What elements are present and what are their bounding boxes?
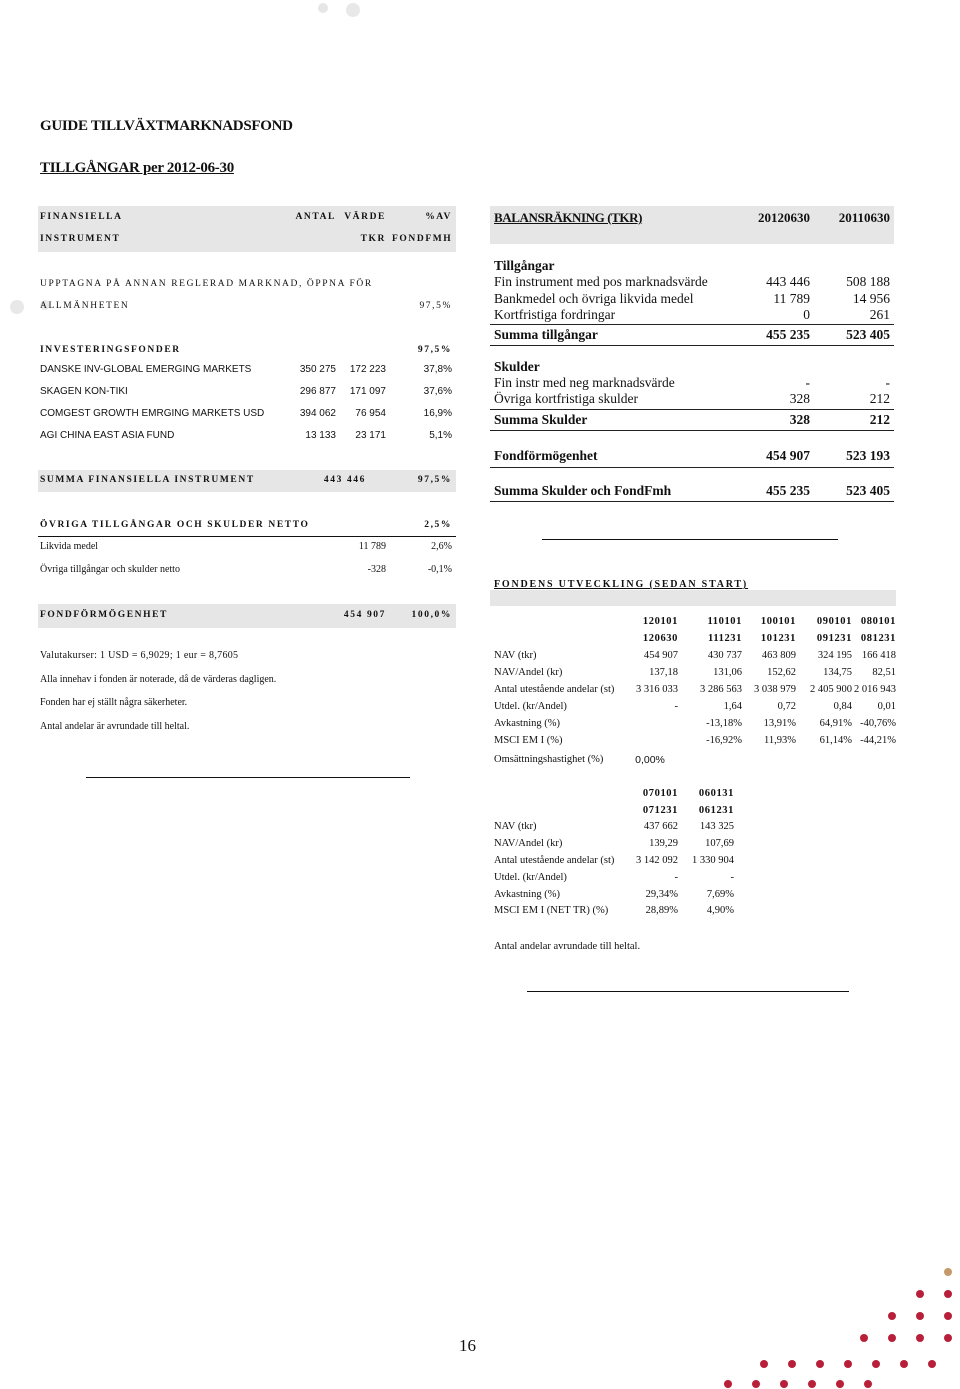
dev-cell: 3 142 092	[636, 855, 678, 866]
dev-row-label: Avkastning (%)	[494, 889, 560, 900]
grand-total-v1: 455 235	[766, 483, 810, 498]
dev-row	[490, 716, 896, 732]
turnover-value: 0,00%	[635, 754, 665, 766]
dev-cell: 166 418	[861, 650, 896, 661]
dev-heading: FONDENS UTVECKLING (SEDAN START)	[494, 579, 749, 590]
dev-cell: 3 038 979	[754, 684, 796, 695]
other-row-pct: 2,6%	[431, 541, 452, 552]
other-row	[38, 564, 456, 582]
dev-row-label: MSCI EM I (%)	[494, 735, 563, 746]
holding-varde: 23 171	[355, 430, 386, 441]
dev-cell: -13,18%	[706, 718, 742, 729]
dev-col-from: 100101	[760, 616, 796, 627]
assets-subtitle: TILLGÅNGAR per 2012-06-30	[40, 160, 234, 176]
dev-cell: 7,69%	[706, 889, 734, 900]
liabilities-heading: Skulder	[494, 359, 540, 374]
dev-cell: 3 316 033	[636, 684, 678, 695]
asset-v2: 508 188	[846, 274, 890, 289]
dev-col-from: 110101	[707, 616, 742, 627]
other-heading: ÖVRIGA TILLGÅNGAR OCH SKULDER NETTO	[40, 520, 310, 530]
dev-col-to: 071231	[642, 805, 678, 816]
dev-col-from: 070101	[642, 788, 678, 799]
assets-rule	[490, 324, 894, 325]
dev-footnote: Antal andelar avrundade till heltal.	[494, 941, 641, 952]
dev-cell: 137,18	[649, 667, 678, 678]
dev-row	[490, 836, 896, 852]
dev-col-to: 091231	[816, 633, 852, 644]
dev-cell: 11,93%	[764, 735, 796, 746]
dev-cell: 430 737	[707, 650, 742, 661]
liability-label: Övriga kortfristiga skulder	[494, 391, 638, 406]
assets-total-v2: 523 405	[846, 327, 890, 342]
asset-row	[494, 291, 892, 307]
liab-total-row	[494, 412, 892, 428]
right-footer-line	[527, 991, 849, 992]
dev-cell: 0,84	[833, 701, 852, 712]
page-title: GUIDE TILLVÄXTMARKNADSFOND	[40, 118, 293, 134]
asset-v1: 443 446	[766, 274, 810, 289]
dev-cell: 134,75	[823, 667, 852, 678]
equity-v2: 523 193	[846, 448, 890, 463]
assets-heading: Tillgångar	[494, 258, 555, 273]
holding-row	[38, 408, 456, 426]
liab-total-label: Summa Skulder	[494, 412, 588, 427]
dev-cell: 4,90%	[706, 905, 734, 916]
dev-row-label: Utdel. (kr/Andel)	[494, 872, 567, 883]
dev-cell: 1,64	[723, 701, 742, 712]
holding-antal: 13 133	[305, 430, 336, 441]
dev-cell: 152,62	[767, 667, 796, 678]
other-row-label: Övriga tillgångar och skulder netto	[40, 564, 180, 575]
dev-row-label: NAV (tkr)	[494, 650, 537, 661]
dev-col-from: 120101	[642, 616, 678, 627]
page-number: 16	[459, 1336, 476, 1355]
assets-total-label: Summa tillgångar	[494, 327, 598, 342]
balance-title: BALANSRÄKNING (TKR)	[494, 210, 643, 225]
other-row-value: -328	[367, 564, 386, 575]
liab-total-v1: 328	[789, 412, 810, 427]
holding-varde: 171 097	[349, 386, 386, 397]
dev-cell: 3 286 563	[700, 684, 742, 695]
total-pct: 97,5%	[417, 475, 452, 485]
dev-cell: 13,91%	[763, 718, 796, 729]
asset-label: Kortfristiga fordringar	[494, 307, 616, 322]
dev-col-to: 111231	[708, 633, 742, 644]
dev-cell: -44,21%	[860, 735, 896, 746]
equity-v1: 454 907	[766, 448, 810, 463]
assets-total-rule	[490, 345, 894, 346]
dev-row	[490, 853, 896, 869]
other-heading-pct: 2,5%	[424, 520, 452, 530]
holding-name: SKAGEN KON-TIKI	[40, 386, 128, 397]
dev-row-label: Avkastning (%)	[494, 718, 560, 729]
holding-row	[38, 430, 456, 448]
other-row-pct: -0,1%	[427, 564, 452, 575]
right-mid-line	[542, 539, 838, 540]
dev-row-label: NAV/Andel (kr)	[494, 667, 563, 678]
dev-cell: 139,29	[649, 838, 678, 849]
col-antal-label: ANTAL	[295, 212, 336, 222]
liability-v2: -	[885, 375, 890, 390]
note-currency: Valutakurser: 1 USD = 6,9029; 1 eur = 8,7605	[40, 650, 239, 661]
dev-cell: -	[674, 701, 678, 712]
grand-total-v2: 523 405	[846, 483, 890, 498]
liab-total-rule	[490, 430, 894, 431]
dev-col-from: 060131	[698, 788, 734, 799]
dev-cell: -	[730, 872, 734, 883]
total-value: 443 446	[323, 475, 366, 485]
liability-row	[494, 391, 892, 407]
turnover-label: Omsättningshastighet (%)	[494, 754, 604, 765]
col-financial-label: FINANSIELLA	[40, 212, 123, 222]
equity-rule	[490, 467, 894, 468]
asset-row	[494, 274, 892, 290]
dev-cell: -	[674, 872, 678, 883]
fund-total-value: 454 907	[343, 610, 386, 620]
section-pct: 97,5%	[419, 301, 452, 311]
dev-col-from: 090101	[816, 616, 852, 627]
asset-label: Bankmedel och övriga likvida medel	[494, 291, 694, 306]
equity-label: Fondförmögenhet	[494, 448, 598, 463]
grand-total-label: Summa Skulder och FondFmh	[494, 483, 672, 498]
dev-cell: -16,92%	[706, 735, 742, 746]
dev-cell: 2 016 943	[854, 684, 896, 695]
dev-row	[490, 699, 896, 715]
turnover-row	[490, 752, 896, 768]
assets-total-row	[494, 327, 892, 343]
dev-cell: 1 330 904	[692, 855, 734, 866]
balance-col1: 20120630	[758, 210, 810, 225]
liab-rule	[490, 409, 894, 410]
holding-antal: 394 062	[299, 408, 336, 419]
dev-row-label: Antal utestående andelar (st)	[494, 684, 615, 695]
balance-col2: 20110630	[838, 210, 890, 225]
holding-pct: 16,9%	[423, 408, 452, 419]
dev-cell: 463 809	[761, 650, 796, 661]
asset-label: Fin instrument med pos marknadsvärde	[494, 274, 708, 289]
dev-cell: 82,51	[872, 667, 896, 678]
dev-row	[490, 870, 896, 886]
holding-name: DANSKE INV-GLOBAL EMERGING MARKETS	[40, 364, 252, 375]
other-row	[38, 541, 456, 559]
other-row-value: 11 789	[358, 541, 386, 552]
dev-cell: 107,69	[705, 838, 734, 849]
liability-v2: 212	[869, 391, 890, 406]
equity-row	[494, 448, 892, 464]
dev-row-label: NAV/Andel (kr)	[494, 838, 563, 849]
liability-v1: -	[805, 375, 810, 390]
dev-row-label: MSCI EM I (NET TR) (%)	[494, 905, 609, 916]
dev-row	[490, 903, 896, 919]
dev-cell: 437 662	[643, 821, 678, 832]
assets-total-v1: 455 235	[766, 327, 810, 342]
fund-total-label: FONDFÖRMÖGENHET	[40, 610, 168, 620]
dev-cell: 0,01	[877, 701, 896, 712]
dev-cell: 143 325	[699, 821, 734, 832]
dev-col-to: 081231	[860, 633, 896, 644]
col-tkr-label: TKR	[360, 234, 386, 244]
holding-antal: 350 275	[299, 364, 336, 375]
dev-row	[490, 665, 896, 681]
dev-col-to: 061231	[698, 805, 734, 816]
dev-cell: 29,34%	[645, 889, 678, 900]
dev-cell: -40,76%	[860, 718, 896, 729]
holding-pct: 5,1%	[429, 430, 452, 441]
col-instrument-label: INSTRUMENT	[40, 234, 121, 244]
dev-row-label: NAV (tkr)	[494, 821, 537, 832]
dev-cell: 324 195	[817, 650, 852, 661]
dev-row	[490, 733, 896, 749]
note-collateral: Fonden har ej ställt några säkerheter.	[40, 697, 188, 708]
dev-cell: 454 907	[643, 650, 678, 661]
holding-row	[38, 364, 456, 382]
dev-cell: 64,91%	[819, 718, 852, 729]
group-pct: 97,5%	[417, 345, 452, 355]
total-label: SUMMA FINANSIELLA INSTRUMENT	[40, 475, 255, 485]
fund-total-pct: 100,0%	[411, 610, 452, 620]
note-listed: Alla innehav i fonden är noterade, då de värderas dagligen.	[40, 674, 277, 685]
asset-v1: 11 789	[773, 291, 810, 306]
dev-cell: 28,89%	[645, 905, 678, 916]
asset-row	[494, 307, 892, 323]
holding-antal: 296 877	[299, 386, 336, 397]
holding-pct: 37,8%	[423, 364, 452, 375]
holding-varde: 172 223	[349, 364, 386, 375]
dev-heading-band	[490, 590, 896, 606]
dev-row	[490, 682, 896, 698]
dev-row	[490, 819, 896, 835]
dev-col-from: 080101	[860, 616, 896, 627]
holding-varde: 76 954	[355, 408, 386, 419]
asset-v1: 0	[803, 307, 810, 322]
dev-cell: 61,14%	[819, 735, 852, 746]
col-varde-label: VÄRDE	[344, 212, 386, 222]
dev-cell: 131,06	[713, 667, 742, 678]
grand-total-rule	[490, 501, 894, 502]
dev-row-label: Utdel. (kr/Andel)	[494, 701, 567, 712]
section-label-line1: UPPTAGNA PÅ ANNAN REGLERAD MARKNAD, ÖPPNA FÖR	[40, 279, 373, 289]
grand-total-row	[494, 483, 892, 499]
other-row-label: Likvida medel	[40, 541, 99, 552]
holding-name: AGI CHINA EAST ASIA FUND	[40, 430, 175, 441]
dev-cell: 0,72	[777, 701, 796, 712]
liability-v1: 328	[789, 391, 810, 406]
liability-label: Fin instr med neg marknadsvärde	[494, 375, 675, 390]
holding-name: COMGEST GROWTH EMRGING MARKETS USD	[40, 408, 265, 419]
left-footer-line	[86, 777, 410, 778]
liability-row	[494, 375, 892, 391]
group-label: INVESTERINGSFONDER	[40, 345, 181, 355]
other-divider	[38, 536, 456, 537]
dev-cell: 2 405 900	[810, 684, 852, 695]
dev-row	[490, 648, 896, 664]
dev-col-to: 120630	[642, 633, 678, 644]
asset-v2: 261	[869, 307, 890, 322]
col-pct-label: %AV	[425, 212, 452, 222]
dev-row-label: Antal utestående andelar (st)	[494, 855, 615, 866]
holding-pct: 37,6%	[423, 386, 452, 397]
dev-row	[490, 887, 896, 903]
holding-row	[38, 386, 456, 404]
dev-col-to: 101231	[760, 633, 796, 644]
note-rounding: Antal andelar är avrundade till heltal.	[40, 721, 190, 732]
liab-total-v2: 212	[869, 412, 890, 427]
asset-v2: 14 956	[852, 291, 890, 306]
col-fondfmh-label: FONDFMH	[392, 234, 453, 244]
section-label-line2: ALLMÄNHETEN	[40, 301, 130, 311]
